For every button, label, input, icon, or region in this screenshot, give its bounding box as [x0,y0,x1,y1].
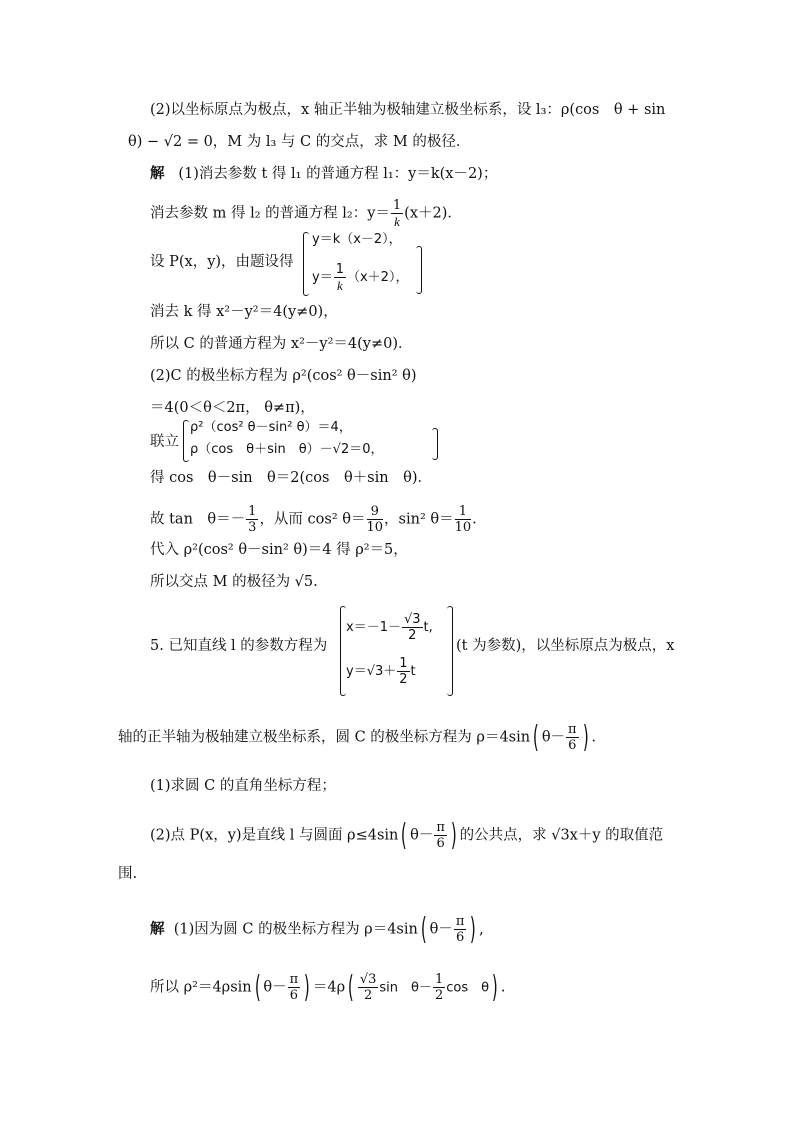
system-equation: y＝ $\frac{1}{k}$ （x＋2）， [312,262,409,293]
text-line: θ) − √2 = 0，M 为 l₃ 与 C 的交点，求 M 的极径． [128,134,471,150]
right-brace [432,428,438,460]
question-2-continued: 围. [118,866,138,882]
text-line: 故 tan θ＝－ $\frac{1}{3}$ ，从而 cos² θ＝ $\frac{9}{10}$ ，sin² θ＝ $\frac{1}{10}$ . [150,504,477,535]
right-brace [416,246,422,294]
text-line: 所以 C 的普通方程为 x²－y²＝4(y≠0)． [150,336,413,352]
parametric-equation: y＝√3＋ $\frac{1}{2}$ t [346,656,416,687]
system-equation: y＝k（x－2）， [312,232,402,247]
question-2: (2)点 P(x，y)是直线 l 与圆面 ρ≤4sin( θ－ $\frac{\pi}{6}$ ) 的公共点，求 √3x＋y 的取值范 [150,817,664,853]
text-line: (2)以坐标原点为极点，x 轴正半轴为极轴建立极坐标系，设 l₃：ρ(cos θ + sin [150,102,666,118]
text-line: (2)C 的极坐标方程为 ρ²(cos² θ－sin² θ) [150,368,417,384]
left-brace [183,420,189,462]
fraction: $\frac{1}{k}$ [392,198,402,229]
solution-label: 解 [150,165,165,182]
text-line: 设 P(x，y)，由题设得 [150,254,294,270]
text-line: 联立 [150,434,179,450]
text-line [150,164,497,184]
question-1: (1)求圆 C 的直角坐标方程； [150,778,336,794]
solution-line: 所以 ρ²＝4ρsin( θ－ $\frac{\pi}{6}$ ) ＝4ρ( $\frac{√3}{2}$ sin θ－ $\frac{1}{2}$ cos θ) . [150,969,506,1005]
parametric-equation: x＝－1－ $\frac{√3}{2}$ t, [346,612,433,643]
system-equation: ρ（cos θ＋sin θ）－√2＝0， [190,442,384,457]
solution-text: (1)消去参数 t 得 l₁ 的普通方程 l₁：y＝k(x－2)； [178,166,498,182]
right-brace [447,606,453,696]
text-line: 消去 k 得 x²－y²＝4(y≠0)， [150,304,338,320]
problem-statement: (t 为参数)，以坐标原点为极点，x [456,638,675,654]
system-equation: ρ²（cos² θ－sin² θ）＝4， [190,420,352,435]
text-segment: (x＋2)． [404,205,462,222]
text-line: 代入 ρ²(cos² θ－sin² θ)＝4 得 ρ²＝5， [150,542,408,558]
text-line: 得 cos θ－sin θ＝2(cos θ＋sin θ)． [150,470,432,486]
solution-line: 解 (1)因为圆 C 的极坐标方程为 ρ＝4sin( θ－ $\frac{\pi}{6}$ ) , [150,911,484,947]
text-line: ＝4(0＜θ＜2π， θ≠π)， [150,400,315,416]
problem-statement: 5. 已知直线 l 的参数方程为 [150,638,328,654]
text-line [150,198,462,229]
text-line: 所以交点 M 的极径为 √5. [150,574,318,590]
problem-statement: 轴的正半轴为极轴建立极坐标系，圆 C 的极坐标方程为 ρ＝4sin( θ－ $\frac{\pi}{6}$ ) . [118,719,596,755]
text-segment: 消去参数 m 得 l₂ 的普通方程 l₂：y＝ [150,205,390,222]
left-brace [303,232,309,296]
